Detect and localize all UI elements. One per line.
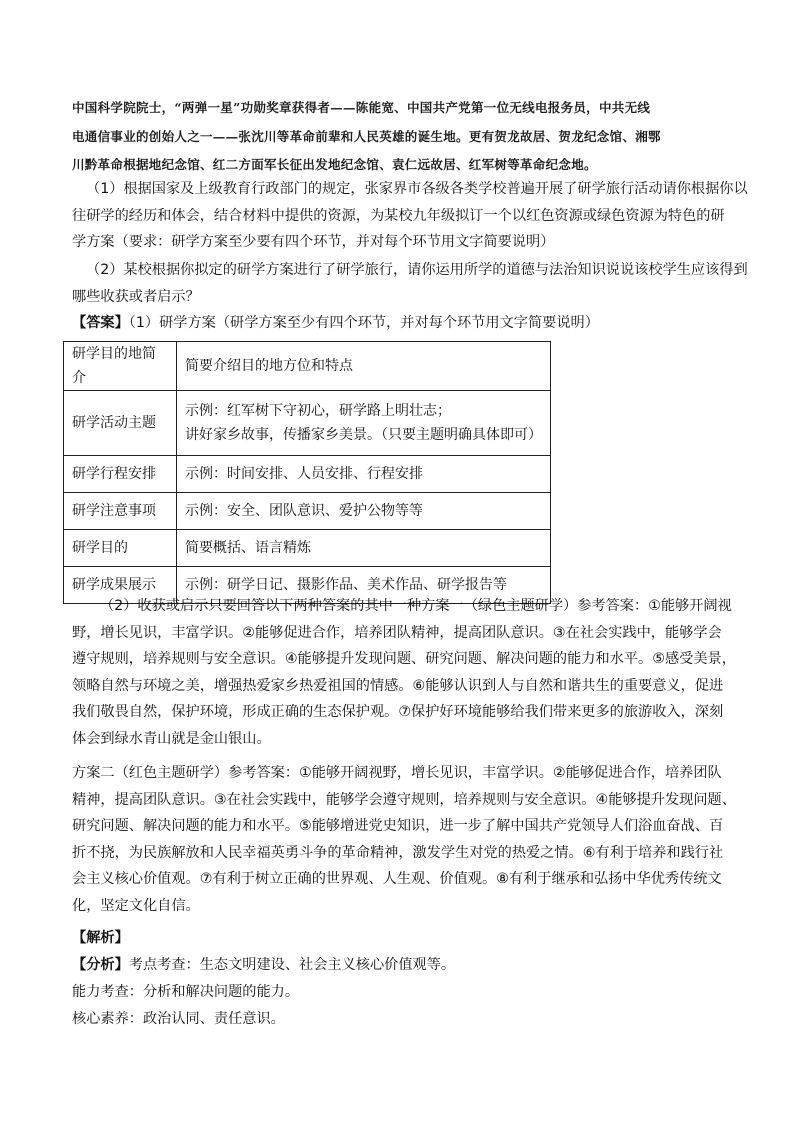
- answer-line: 研究问题、解决问题的能力和水平。⑤能够增进党史知识，进一步了解中国共产党领导人们浴血奋战、百: [72, 818, 724, 834]
- question-2-line: 哪些收获或者启示？: [72, 288, 200, 305]
- cell-text: 简要介绍目的地方位和特点: [185, 358, 353, 374]
- question-1-line: 学方案（要求：研学方案至少要有四个环节，并对每个环节用文字简要说明）: [72, 234, 555, 250]
- answer-line: 我们敬畏自然，保护环境，形成正确的生态保护观。⑦保护好环境能够给我们带来更多的旅游收入，深刻: [72, 704, 724, 720]
- answer-text: （1）研学方案（研学方案至少有四个环节，并对每个环节用文字简要说明）: [128, 315, 599, 331]
- answer-line: 会主义核心价值观。⑦有利于树立正确的世界观、人生观、价值观。⑧有利于继承和弘扬中华优秀传统文: [72, 871, 722, 887]
- question-1-line: 往研学的经历和体会，结合材料中提供的资源，为某校九年级拟订一个以红色资源或绿色资源为特色的研: [72, 207, 725, 224]
- table-row: [64, 493, 551, 530]
- table-row: [64, 342, 551, 391]
- table-row: [64, 456, 551, 493]
- research-plan-table: [63, 341, 551, 604]
- cell-text: 讲好家乡故事，传播家乡美景。（只要主题明确具体即可）: [185, 427, 542, 443]
- cell-text: 简要概括、语言精炼: [185, 540, 311, 556]
- table-row: [64, 391, 551, 456]
- row-name-cell: 研学目的: [64, 530, 177, 567]
- material-line: 川黔革命根据地纪念馆、红二方面军长征出发地纪念馆、袁仁远故居、红军树等革命纪念地。: [72, 157, 597, 172]
- answer-line: 体会到绿水青山就是金山银山。: [72, 730, 271, 747]
- cell-text: 示例：研学日记、摄影作品、美术作品、研学报告等: [185, 577, 507, 593]
- question-1-line: （1）根据国家及上级教育行政部门的规定，张家界市各级各类学校普遍开展了研学旅行活动请你根据你以: [86, 181, 748, 197]
- table-row: [64, 530, 551, 567]
- cell-text: 示例：安全、团队意识、爱护公物等等: [185, 503, 423, 519]
- answer-part-2-plan-2: [72, 760, 736, 919]
- question-2-line: （2）某校根据你拟定的研学方案进行了研学旅行，请你运用所学的道德与法治知识说说该校学生应该得到: [86, 262, 748, 278]
- answer-line: 野，增长见识，丰富学识。②能够促进合作，培养团队精神，提高团队意识。③在社会实践中，能够学会: [72, 624, 722, 641]
- answer-line: 化，坚定文化自信。: [72, 897, 200, 914]
- row-content-cell: [177, 391, 551, 456]
- question-1: [72, 176, 746, 256]
- row-name-cell: 研学成果展示: [64, 567, 177, 604]
- cell-text: 示例：时间安排、人员安排、行程安排: [185, 466, 423, 482]
- answer-line: 方案二（红色主题研学）参考答案：①能够开阔视野，增长见识，丰富学识。②能够促进合作，培养团队: [72, 765, 722, 781]
- row-name-cell: 研学注意事项: [64, 493, 177, 530]
- row-content-cell: [177, 456, 551, 493]
- answer-part-2-plan-1: [72, 593, 736, 752]
- row-content-cell: [177, 342, 551, 391]
- answer-heading: [72, 310, 732, 337]
- analysis-label: 【分析】: [72, 957, 129, 973]
- literacy-text: 核心素养：政治认同、责任意识。: [72, 1011, 285, 1027]
- row-content-cell: [177, 493, 551, 530]
- row-name-cell: 研学活动主题: [64, 391, 177, 456]
- cell-text: 示例：红军树下守初心，研学路上明壮志；: [185, 403, 451, 419]
- ability-text: 能力考查：分析和解决问题的能力。: [72, 984, 300, 1000]
- answer-line: 遵守规则，培养规则与安全意识。④能够提升发现问题、研究问题、解决问题的能力和水平。⑤感受美景，: [72, 651, 736, 667]
- material-line: 电通信事业的创始人之一——张沈川等革命前辈和人民英雄的诞生地。更有贺龙故居、贺龙纪念馆、湘鄂: [72, 128, 661, 144]
- analysis-heading: 【解析】: [72, 930, 129, 946]
- answer-line: （2）收获或启示只要回答以下两种答案的其中一种方案一（绿色主题研学）参考答案：①能够开阔视: [100, 598, 732, 614]
- answer-line: 领略自然与环境之美，增强热爱家乡热爱祖国的情感。⑥能够认识到人与自然和谐共生的重要意义，促进: [72, 677, 724, 694]
- answer-line: 精神，提高团队意识。③在社会实践中，能够学会遵守规则，培养规则与安全意识。④能够提升发现问题、: [72, 791, 736, 808]
- analysis-text: 考点考查：生态文明建设、社会主义核心价值观等。: [128, 957, 456, 973]
- row-content-cell: [177, 530, 551, 567]
- material-paragraph: [72, 94, 732, 180]
- analysis-section: [72, 925, 732, 1033]
- answer-line: 折不挠，为民族解放和人民幸福英勇斗争的革命精神，激发学生对党的热爱之情。⑥有利于培养和践行社: [72, 844, 724, 861]
- material-line: 中国科学院院士，“两弹一星”功勋奖章获得者——陈能宽、中国共产党第一位无线电报务员，中共无线: [72, 100, 651, 115]
- row-name-cell: 研学目的地简介: [64, 342, 177, 391]
- question-2: [72, 257, 746, 310]
- answer-label: 【答案】: [72, 315, 129, 331]
- row-name-cell: 研学行程安排: [64, 456, 177, 493]
